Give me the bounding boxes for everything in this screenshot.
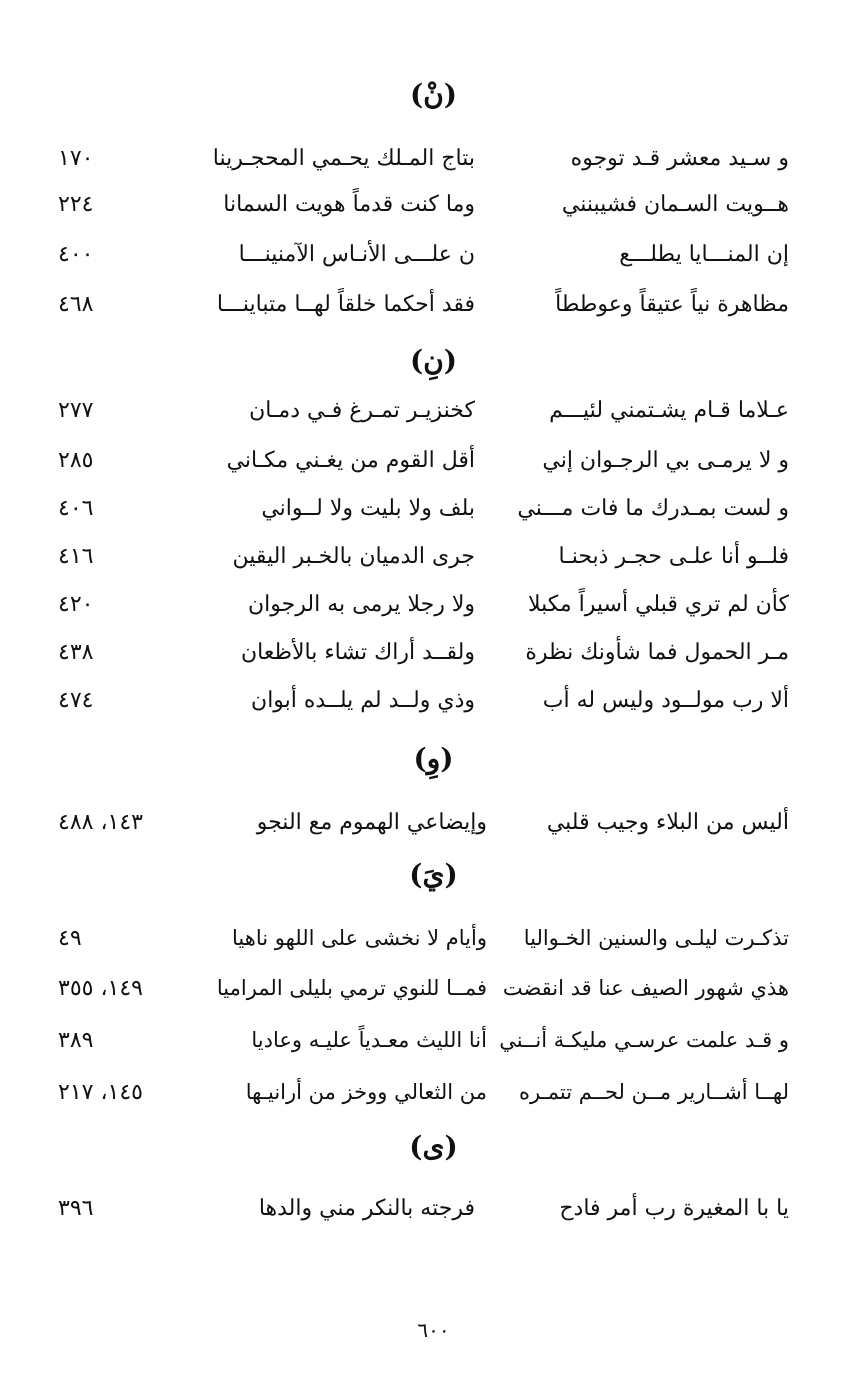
page-reference: ١٧٠ xyxy=(58,146,94,171)
verse-first-hemistich: تذكـرت ليلـى والسنين الخـواليا xyxy=(523,926,789,950)
section-heading: (يَ) xyxy=(409,858,458,891)
page-reference: ٢٨٥ xyxy=(58,448,94,473)
verse-second-hemistich: وأيام لا نخشى على اللهو ناهيا xyxy=(232,926,487,950)
verse-second-hemistich: أنا الليث معـدياً عليـه وعاديا xyxy=(251,1028,487,1052)
section-heading: (نْ) xyxy=(409,78,458,111)
page-reference: ٤٦٨ xyxy=(58,292,94,317)
verse-row xyxy=(0,392,867,438)
verse-row xyxy=(0,442,867,488)
page-reference: ٤٠٠ xyxy=(58,242,94,267)
page-reference: ١٤٩، ٣٥٥ xyxy=(58,976,143,1001)
verse-first-hemistich: كأن لم تري قبلي أسيراً مكبلا xyxy=(527,592,789,617)
verse-first-hemistich: إن المنـــايا يطلـــع xyxy=(619,242,789,267)
verse-row xyxy=(0,970,867,1016)
verse-first-hemistich: و لا يرمـى بي الرجـوان إني xyxy=(542,448,789,473)
page-reference: ١٤٣، ٤٨٨ xyxy=(58,810,143,835)
section-heading: (نِ) xyxy=(409,344,458,377)
verse-second-hemistich: وإيضاعي الهموم مع النجو xyxy=(256,810,487,835)
page-reference: ٤٧٤ xyxy=(58,688,94,713)
verse-second-hemistich: أقل القوم من يغـني مكـاني xyxy=(226,448,475,473)
verse-row xyxy=(0,804,867,850)
verse-first-hemistich: هذي شهور الصيف عنا قد انقضت xyxy=(502,976,789,1000)
verse-first-hemistich: أليس من البلاء وجيب قلبي xyxy=(546,810,789,835)
verse-row xyxy=(0,920,867,966)
verse-row xyxy=(0,286,867,332)
verse-second-hemistich: فرجته بالنكر مني والدها xyxy=(258,1196,475,1221)
verse-second-hemistich: فقد أحكما خلقاً لهــا متباينـــا xyxy=(216,292,475,317)
verse-first-hemistich: و لست بمـدرك ما فات مـــني xyxy=(517,496,789,521)
page-reference: ٤٢٠ xyxy=(58,592,94,617)
verse-second-hemistich: فمــا للنوي ترمي بليلى المراميا xyxy=(216,976,487,1000)
verse-row xyxy=(0,1022,867,1068)
verse-row xyxy=(0,1074,867,1120)
section-heading: (وِ) xyxy=(413,742,454,775)
page-reference: ٤١٦ xyxy=(58,544,94,569)
verse-second-hemistich: وما كنت قدماً هويت السمانا xyxy=(223,192,475,217)
verse-first-hemistich: يا با المغيرة رب أمر فادح xyxy=(559,1196,789,1221)
verse-first-hemistich: عـلاما قـام يشـتمني لئيـــم xyxy=(549,398,789,423)
page-reference: ٤٩ xyxy=(58,926,82,951)
verse-first-hemistich: مـر الحمول فما شأونك نظرة xyxy=(525,640,789,665)
verse-second-hemistich: بتاج المـلك يحـمي المحجـرينا xyxy=(212,146,475,171)
verse-second-hemistich: جرى الدميان بالخـبر اليقين xyxy=(232,544,475,569)
section-heading: (ى) xyxy=(409,1130,458,1163)
page-reference: ٤٣٨ xyxy=(58,640,94,665)
verse-second-hemistich: ولا رجلا يرمى به الرجوان xyxy=(248,592,475,617)
verse-first-hemistich: و قـد علمت عرسـي مليكـة أنــني xyxy=(499,1028,789,1052)
page-number: ٦٠٠ xyxy=(417,1318,450,1342)
verse-first-hemistich: هــويت السـمان فشيبنني xyxy=(561,192,789,217)
verse-second-hemistich: وذي ولــد لم يلــده أبوان xyxy=(251,688,475,713)
verse-second-hemistich: ولقــد أراك تشاء بالأظعان xyxy=(240,640,475,665)
page-reference: ٣٩٦ xyxy=(58,1196,94,1221)
verse-row xyxy=(0,186,867,232)
verse-row xyxy=(0,140,867,186)
verse-first-hemistich: و سـيد معشر قـد توجوه xyxy=(570,146,789,171)
verse-first-hemistich: ألا رب مولــود وليس له أب xyxy=(542,688,789,713)
verse-row xyxy=(0,490,867,536)
verse-second-hemistich: كخنزيـر تمـرغ فـي دمـان xyxy=(249,398,475,423)
verse-row xyxy=(0,586,867,632)
verse-first-hemistich: مظاهرة نياً عتيقاً وعوططاً xyxy=(555,292,789,317)
verse-second-hemistich: بلف ولا بليت ولا لــواني xyxy=(261,496,475,521)
verse-second-hemistich: ن علـــى الأنـاس الآمنينـــا xyxy=(238,242,475,267)
verse-row xyxy=(0,634,867,680)
page-reference: ٣٨٩ xyxy=(58,1028,94,1053)
page-reference: ٢٧٧ xyxy=(58,398,94,423)
verse-first-hemistich: لهــا أشــارير مــن لحــم تتمـره xyxy=(518,1080,789,1104)
page-reference: ٢٢٤ xyxy=(58,192,94,217)
verse-first-hemistich: فلــو أنا علـى حجـر ذبحنـا xyxy=(558,544,789,569)
verse-second-hemistich: من الثعالي ووخز من أرانيـها xyxy=(245,1080,487,1104)
verse-row xyxy=(0,538,867,584)
page-reference: ٤٠٦ xyxy=(58,496,94,521)
page-reference: ١٤٥، ٢١٧ xyxy=(58,1080,143,1105)
verse-row xyxy=(0,682,867,728)
verse-row xyxy=(0,236,867,282)
verse-row xyxy=(0,1190,867,1236)
